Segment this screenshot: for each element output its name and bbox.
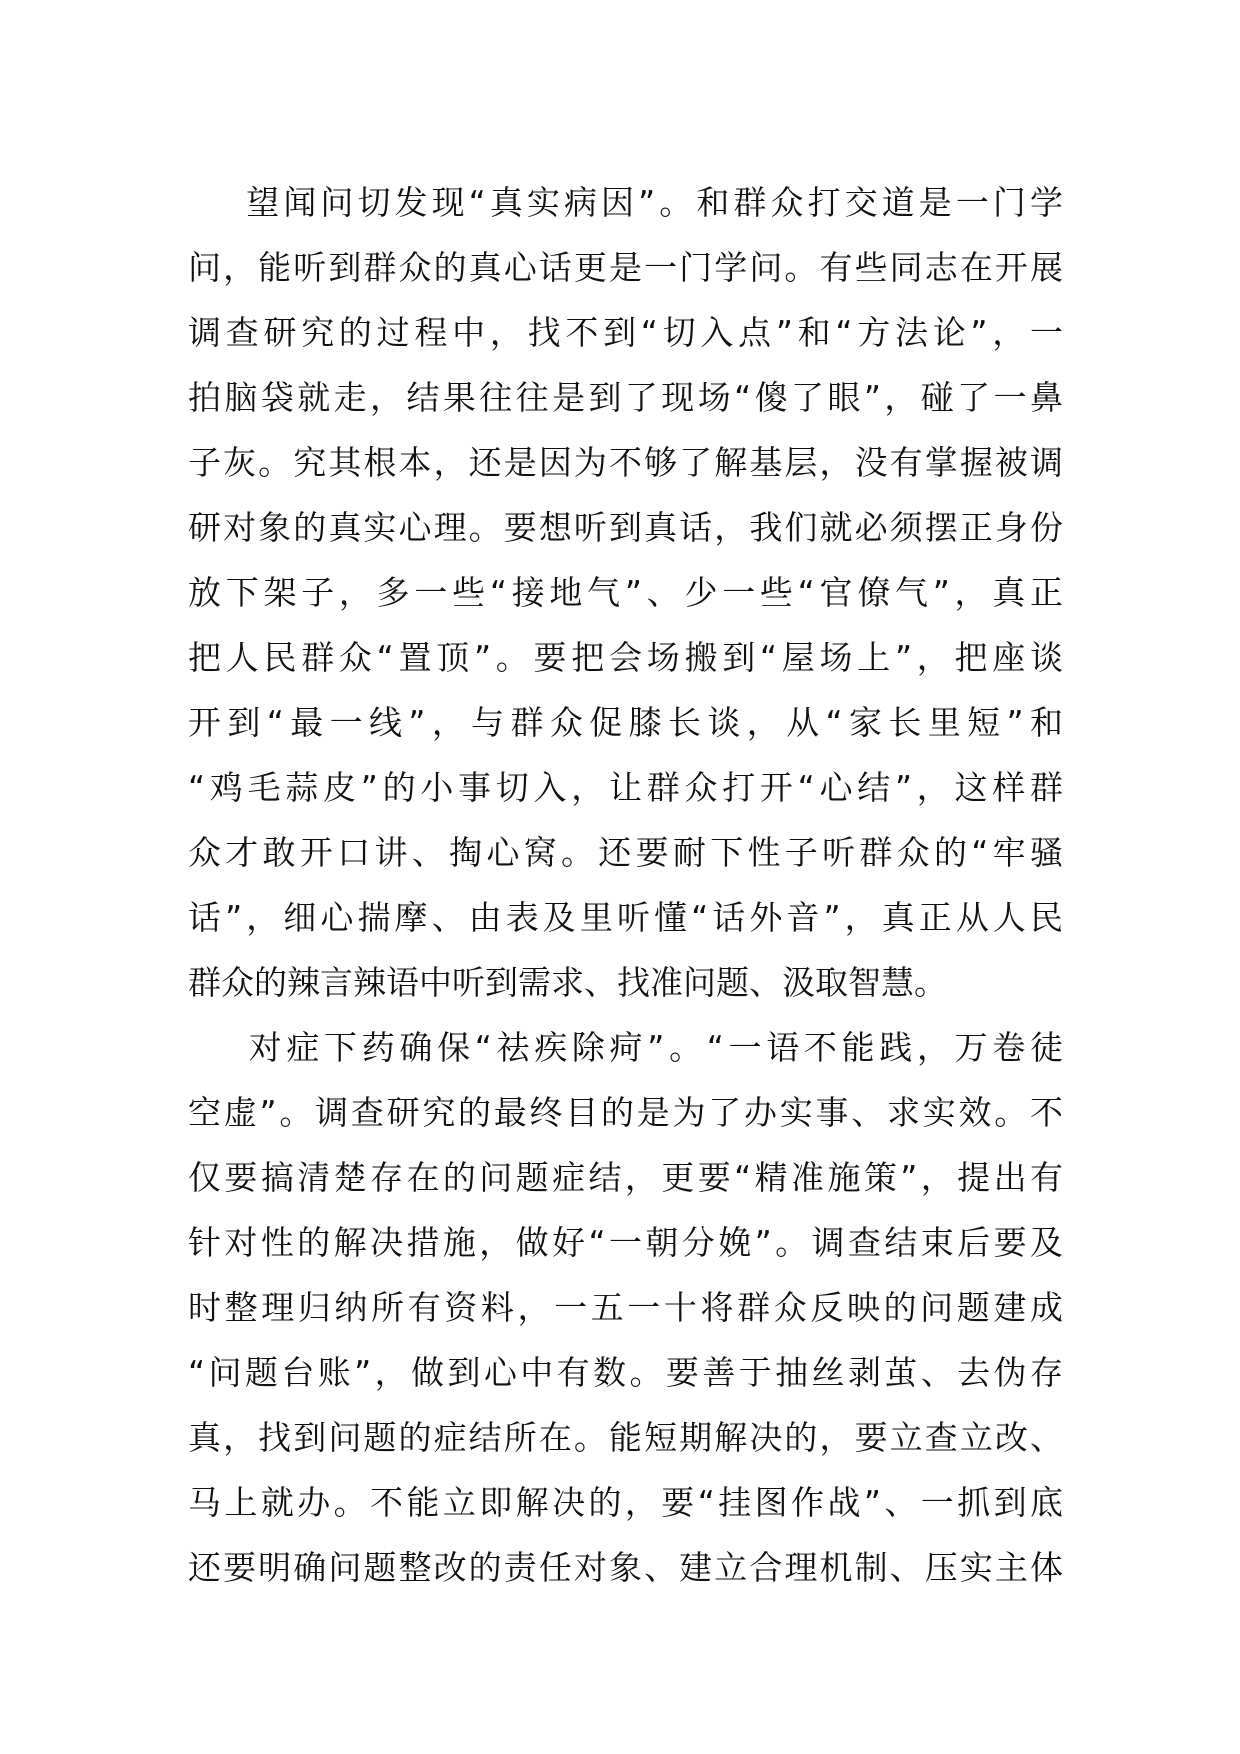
text-line: 还要明确问题整改的责任对象、建立合理机制、压实主体 [188,1548,1063,1587]
text-line: 真，找到问题的症结所在。能短期解决的，要立查立改、 [188,1418,1063,1457]
text-line: 望闻问切发现“真实病因”。和群众打交道是一门学 [188,183,1063,222]
text-line: 调查研究的过程中，找不到“切入点”和“方法论”，一 [188,313,1063,352]
text-line: 仅要搞清楚存在的问题症结，更要“精准施策”，提出有 [188,1158,1063,1197]
body-text [188,170,1063,1600]
text-line: 对症下药确保“祛疾除疴”。“一语不能践，万卷徒 [188,1028,1063,1067]
text-line: 空虚”。调查研究的最终目的是为了办实事、求实效。不 [188,1093,1063,1132]
text-line: 群众的辣言辣语中听到需求、找准问题、汲取智慧。 [188,963,947,1002]
text-line: 放下架子，多一些“接地气”、少一些“官僚气”，真正 [188,573,1063,612]
text-line: 众才敢开口讲、掏心窝。还要耐下性子听群众的“牢骚 [188,833,1063,872]
text-line: 话”，细心揣摩、由表及里听懂“话外音”，真正从人民 [188,898,1063,937]
text-line: 马上就办。不能立即解决的，要“挂图作战”、一抓到底 [188,1483,1063,1522]
text-line: 针对性的解决措施，做好“一朝分娩”。调查结束后要及 [188,1223,1063,1262]
text-line: 时整理归纳所有资料，一五一十将群众反映的问题建成 [188,1288,1063,1327]
text-line: 把人民群众“置顶”。要把会场搬到“屋场上”，把座谈 [188,638,1063,677]
text-line: 拍脑袋就走，结果往往是到了现场“傻了眼”，碰了一鼻 [188,378,1063,417]
text-line: 问，能听到群众的真心话更是一门学问。有些同志在开展 [188,248,1063,287]
text-line: 开到“最一线”，与群众促膝长谈，从“家长里短”和 [188,703,1063,742]
text-line: “鸡毛蒜皮”的小事切入，让群众打开“心结”，这样群 [188,768,1063,807]
text-line: “问题台账”，做到心中有数。要善于抽丝剥茧、去伪存 [188,1353,1063,1392]
text-line: 研对象的真实心理。要想听到真话，我们就必须摆正身份 [188,508,1063,547]
text-line: 子灰。究其根本，还是因为不够了解基层，没有掌握被调 [188,443,1063,482]
